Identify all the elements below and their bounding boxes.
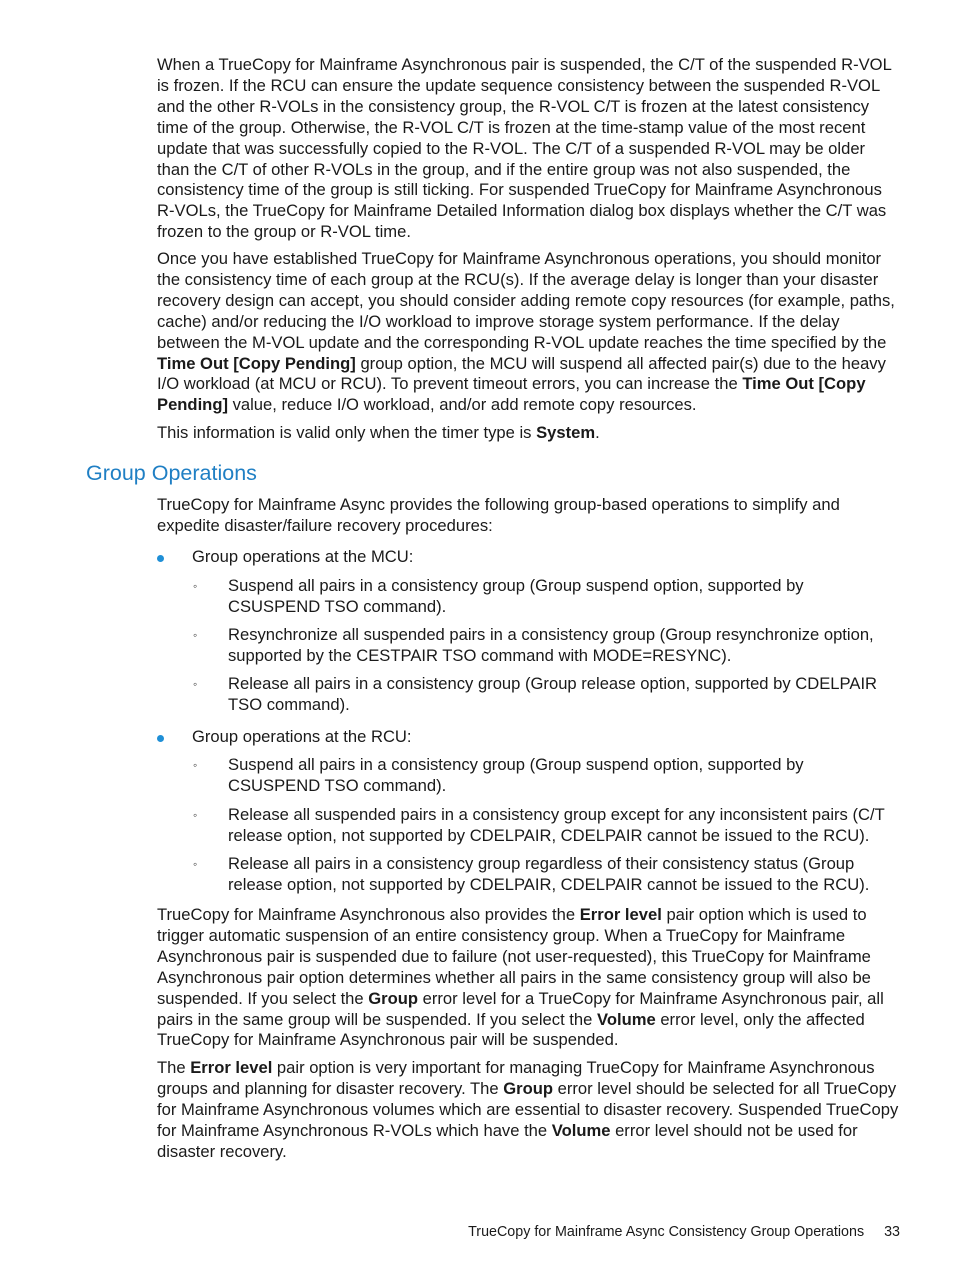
timer-note: This information is valid only when the timer type is System. — [157, 423, 600, 442]
section-intro: TrueCopy for Mainframe Async provides the following group-based operations to simplify and expedite disaster/failure recovery procedures: — [157, 495, 840, 535]
page-footer — [420, 1222, 900, 1242]
list-item-mcu: Group operations at the MCU: — [192, 547, 414, 566]
list-item-rcu: Group operations at the RCU: — [192, 727, 412, 746]
bullet-icon — [157, 555, 164, 562]
sub-list-item: Release all pairs in a consistency group regardless of their consistency status (Group release option, not supported by CDELPAIR, CDELPAIR cannot be issued to the RCU). — [228, 854, 870, 894]
sub-bullet-icon: ◦ — [193, 808, 198, 822]
sub-bullet-icon: ◦ — [193, 628, 198, 642]
footer-title: TrueCopy for Mainframe Async Consistency Group Operations — [468, 1224, 865, 1240]
sub-bullet-icon: ◦ — [193, 677, 198, 691]
sub-list-item: Suspend all pairs in a consistency group (Group suspend option, supported by CSUSPEND TSO command). — [228, 755, 804, 795]
sub-list-item: Release all suspended pairs in a consistency group except for any inconsistent pairs (C/T release option, not supported by CDELPAIR, CDELPAIR cannot be issued to the RCU). — [228, 805, 885, 845]
sub-list-item: Resynchronize all suspended pairs in a consistency group (Group resynchronize option, supported by the CESTPAIR TSO command with MODE=RESYNC). — [228, 625, 874, 665]
sub-list-item: Suspend all pairs in a consistency group (Group suspend option, supported by CSUSPEND TSO command). — [228, 576, 804, 616]
recovery-paragraph: The Error level pair option is very important for managing TrueCopy for Mainframe Asynchronous groups and planning for disaster recovery. The Group error level should be selected for all TrueCopy for Mainframe Asynchronous volumes which are essential to disaster recovery. Suspended TrueCopy for Mainframe Asynchronous R-VOLs which have the Volume error level should not be used for disaster recovery. — [157, 1058, 899, 1161]
sub-bullet-icon: ◦ — [193, 579, 198, 593]
page-number: 33 — [884, 1224, 900, 1240]
monitor-paragraph: Once you have established TrueCopy for Mainframe Asynchronous operations, you should monitor the consistency time of each group at the RCU(s). If the average delay is longer than your disaster recovery design can accept, you should consider adding remote copy resources (for example, paths, cache) and/or reducing the I/O workload to improve storage system performance. If the delay between the M-VOL update and the corresponding R-VOL update reaches the time specified by the Time Out [Copy Pending] group option, the MCU will suspend all affected pair(s) due to the heavy I/O workload (at MCU or RCU). To prevent timeout errors, you can increase the Time Out [Copy Pending] value, reduce I/O workload, and/or add remote copy resources. — [157, 249, 895, 415]
error-level-paragraph: TrueCopy for Mainframe Asynchronous also provides the Error level pair option which is used to trigger automatic suspension of an entire consistency group. When a TrueCopy for Mainframe Asynchronous pair is suspended due to failure (not user-requested), this TrueCopy for Mainframe Asynchronous pair option determines whether all pairs in the same consistency group will also be suspended. If you select the Group error level for a TrueCopy for Mainframe Asynchronous pair, all pairs in the same group will be suspended. If you select the Volume error level, only the affected TrueCopy for Mainframe Asynchronous pair will be suspended. — [157, 905, 884, 1050]
sub-bullet-icon: ◦ — [193, 758, 198, 772]
sub-list-item: Release all pairs in a consistency group (Group release option, supported by CDELPAIR TSO command). — [228, 674, 878, 714]
intro-paragraph: When a TrueCopy for Mainframe Asynchronous pair is suspended, the C/T of the suspended R-VOL is frozen. If the RCU can ensure the update sequence consistency between the suspended R-VOL and the other R-VOLs in the consistency group, the R-VOL C/T is frozen at the latest consistency time of the group. Otherwise, the R-VOL C/T is frozen at the time-stamp value of the most recent update that was successfully copied to the R-VOL. The C/T of a suspended R-VOL may be older than the C/T of other R-VOLs in the group, and if the entire group was not also suspended, the consistency time of the group is still ticking. For suspended TrueCopy for Mainframe Asynchronous R-VOLs, the TrueCopy for Mainframe Detailed Information dialog box displays whether the C/T was frozen to the group or R-VOL time. — [157, 55, 892, 242]
bullet-icon — [157, 735, 164, 742]
sub-bullet-icon: ◦ — [193, 857, 198, 871]
section-heading: Group Operations — [86, 461, 257, 485]
